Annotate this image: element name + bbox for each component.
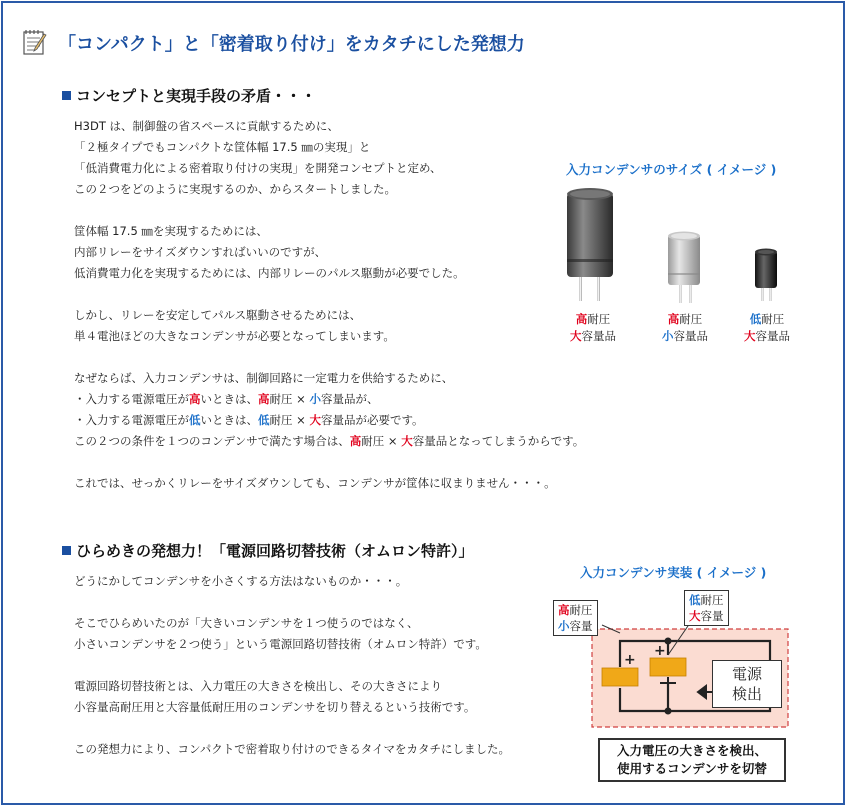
- section2-heading: [62, 540, 474, 561]
- detect-line2: 検出: [731, 685, 762, 703]
- s1-p5: これでは、せっかくリレーをサイズダウンしても、コンデンサが筐体に収まりません・・・。: [74, 476, 556, 490]
- capacitor-high-voltage: [602, 668, 638, 686]
- switch-note-box: [598, 738, 786, 782]
- cap-label-3: 低耐圧 大容量品: [744, 312, 790, 343]
- s2-p4: この発想力により、コンパクトで密着取り付けのできるタイマをカタチにしました。: [74, 742, 510, 756]
- section2-body: [74, 571, 510, 760]
- power-detect-box: [712, 660, 782, 708]
- s1-p2-line1: 筐体幅 17.5 ㎜を実現するためには、: [74, 224, 268, 238]
- s1-p1-line1: H3DT は、制御盤の省スペースに貢献するために、: [74, 119, 339, 133]
- s2-p2-line2: 小さいコンデンサを２つ使う」という電源回路切替技術（オムロン特許）です。: [74, 637, 487, 651]
- s1-p2-line3: 低消費電力化を実現するためには、内部リレーのパルス駆動が必要でした。: [74, 266, 465, 280]
- capsize-caption: 入力コンデンサのサイズ ( イメージ ): [566, 162, 777, 177]
- small-capacitor-black: [755, 249, 777, 302]
- detect-line1: 電源: [731, 665, 762, 683]
- callout-high-small: 高耐圧 小容量: [553, 600, 598, 636]
- capacitor-low-voltage: [650, 658, 686, 676]
- memo-icon: [20, 28, 48, 56]
- section1-heading-text: コンセプトと実現手段の矛盾・・・: [76, 87, 317, 105]
- page-title: 「コンパクト」と「密着取り付け」をカタチにした発想力: [58, 34, 525, 55]
- cap-label-1: 高耐圧 大容量品: [570, 312, 616, 343]
- s2-p3-line1: 電源回路切替技術とは、入力電圧の大きさを検出し、その大きさにより: [74, 679, 442, 693]
- note-line2: 使用するコンデンサを切替: [617, 761, 767, 776]
- plus-sign-2: +: [654, 643, 666, 659]
- s2-p1: どうにかしてコンデンサを小さくする方法はないものか・・・。: [74, 574, 408, 588]
- callout-low-large: 低耐圧 大容量: [684, 590, 729, 626]
- s1-p3-line2: 単４電池ほどの大きなコンデンサが必要となってしまいます。: [74, 329, 395, 343]
- s1-conclusion: この２つの条件を１つのコンデンサで満たす場合は、高耐圧 × 大容量品となってしまうからです。: [74, 434, 585, 448]
- section1-heading: [62, 85, 316, 106]
- note-line1: 入力電圧の大きさを検出、: [616, 743, 767, 758]
- bullet-square: [62, 91, 71, 100]
- cap-label-2: 高耐圧 小容量品: [662, 312, 708, 343]
- s1-p3-line1: しかし、リレーを安定してパルス駆動させるためには、: [74, 308, 362, 322]
- capacitor-size-illustration: [555, 185, 815, 310]
- small-capacitor-gray: [668, 232, 700, 304]
- large-capacitor: [567, 188, 613, 301]
- s1-p1-line3: 「低消費電力化による密着取り付けの実現」を開発コンセプトと定め、: [74, 161, 442, 175]
- s1-p1-line4: この２つをどのように実現するのか、からスタートしました。: [74, 182, 396, 196]
- s1-p4-intro: なぜならば、入力コンデンサは、制御回路に一定電力を供給するために、: [74, 371, 454, 385]
- s1-bullet1: ・入力する電源電圧が高いときは、高耐圧 × 小容量品が、: [74, 392, 379, 406]
- bullet-square: [62, 546, 71, 555]
- circuit-caption: 入力コンデンサ実装 ( イメージ ): [580, 565, 767, 580]
- s1-p1-line2: 「２極タイプでもコンパクトな筐体幅 17.5 ㎜の実現」と: [74, 140, 371, 154]
- plus-sign-1: +: [624, 652, 636, 668]
- s1-bullet2: ・入力する電源電圧が低いときは、低耐圧 × 大容量品が必要です。: [74, 413, 424, 427]
- section1-body: [74, 116, 584, 494]
- section2-heading-text: ひらめきの発想力！「電源回路切替技術（オムロン特許）」: [76, 542, 474, 560]
- junction-dot: [665, 708, 672, 715]
- s2-p3-line2: 小容量高耐圧用と大容量低耐圧用のコンデンサを切り替えるという技術です。: [74, 700, 476, 714]
- s1-p2-line2: 内部リレーをサイズダウンすればいいのですが、: [74, 245, 327, 259]
- s2-p2-line1: そこでひらめいたのが「大きいコンデンサを１つ使うのではなく、: [74, 616, 419, 630]
